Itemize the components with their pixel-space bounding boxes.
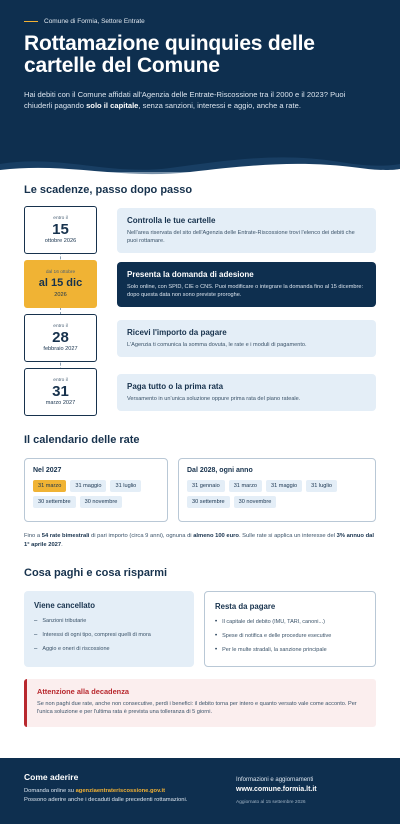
remaining-title: Resta da pagare [215, 602, 276, 611]
footer-left [24, 772, 187, 810]
step-title: Paga tutto o la prima rata [127, 381, 224, 391]
wave-decoration [0, 154, 400, 184]
step-date [24, 314, 97, 362]
step-date [24, 368, 97, 416]
date-chip: 30 novembre [234, 496, 277, 508]
step-title: Ricevi l'importo da pagare [127, 327, 227, 337]
chip-list [187, 480, 367, 508]
footer-updated: Aggiornato al 15 settembre 2026 [236, 800, 306, 805]
footer-line2: Possono aderire anche i decaduti dalle precedenti rottamazioni. [24, 797, 188, 803]
step-card [117, 208, 376, 253]
kicker-text: Comune di Formia, Settore Entrate [44, 18, 145, 25]
date-small: entro il [53, 378, 68, 383]
date-chip: 30 settembre [187, 496, 230, 508]
timeline [24, 206, 376, 416]
step-card [117, 374, 376, 411]
header-banner [0, 0, 400, 172]
calendar-heading: Il calendario delle rate [24, 434, 140, 446]
alert-title: Attenzione alla decadenza [37, 687, 129, 696]
intro-part2: , senza sanzioni, interessi e aggio, anche a rate. [138, 101, 301, 110]
list-item [34, 646, 184, 653]
list-item [215, 647, 365, 654]
chip-list [33, 480, 159, 508]
list-item-text: Per le multe stradali, la sanzione principale [222, 647, 327, 653]
note-bold: almeno 100 euro [193, 533, 239, 539]
timeline-step [24, 368, 376, 416]
note-bold: 54 rate bimestrali [41, 533, 90, 539]
date-chip: 31 maggio [266, 480, 302, 492]
dash-icon: – [34, 632, 38, 638]
bullet-icon: • [215, 647, 218, 653]
step-text: Nell'area riservata del sito dell'Agenzia delle Entrate-Riscossione trovi l'elenco dei debiti che puoi rottamare. [127, 229, 355, 244]
payments-boxes [24, 591, 376, 667]
date-chip: 30 settembre [33, 496, 76, 508]
date-chip: 30 novembre [80, 496, 123, 508]
step-text: L'Agenzia ti comunica la somma dovuta, le rate e i moduli di pagamento. [127, 341, 307, 348]
page-title [24, 33, 376, 77]
rate-note [24, 532, 376, 549]
list-item-text: Spese di notifica e delle procedure esecutive [222, 633, 332, 639]
title-line2: cartelle del Comune [24, 54, 220, 77]
dash-icon: – [34, 646, 38, 652]
step-title: Presenta la domanda di adesione [127, 269, 254, 279]
alert-text: Se non paghi due rate, anche non consecutive, perdi i benefici: il debito torna per intero e quanto versato vale come acconto. Per l'unica soluzione e per l'ultima rata è prevista una tolleranza di 5 giorni. [37, 701, 357, 715]
step-title: Controlla le tue cartelle [127, 215, 216, 225]
note-part: di pari importo (circa 9 anni), ognuna di [89, 533, 194, 539]
footer-website-link[interactable]: www.comune.formia.lt.it [236, 786, 317, 793]
step-text: Solo online, con SPID, CIE o CNS. Puoi modificare o integrare la domanda fino al 15 dicembre: dopo questa data non sono previste proroghe. [127, 283, 363, 298]
date-sub: febbraio 2027 [43, 346, 78, 352]
list-item-text: Sanzioni tributarie [42, 618, 87, 624]
list-item-text: Aggio e oneri di riscossione [42, 646, 110, 652]
step-date [24, 206, 97, 254]
list-item [34, 632, 184, 639]
cancelled-title: Viene cancellato [34, 601, 95, 610]
intro-text [24, 89, 364, 111]
timeline-step [24, 206, 376, 254]
bullet-icon: • [215, 619, 218, 625]
payments-heading: Cosa paghi e cosa risparmi [24, 567, 168, 579]
calendar-section [0, 434, 400, 549]
timeline-section [0, 184, 400, 416]
timeline-step [24, 260, 376, 308]
bullet-icon: • [215, 633, 218, 639]
alert-box [24, 679, 376, 727]
date-chip: 31 marzo [229, 480, 262, 492]
calendar-box-title: Dal 2028, ogni anno [187, 467, 253, 474]
timeline-heading: Le scadenze, passo dopo passo [24, 184, 193, 196]
dash-icon: – [34, 618, 38, 624]
list-item-text: Il capitale del debito (IMU, TARI, canoni...) [222, 619, 325, 625]
cancelled-box [24, 591, 194, 667]
calendar-boxes [24, 458, 376, 522]
list-item [215, 619, 365, 626]
date-big: 15 [52, 221, 69, 238]
payments-section [0, 567, 400, 727]
date-sub: marzo 2027 [45, 400, 76, 406]
date-small: entro il [53, 216, 68, 221]
date-big: 28 [52, 329, 69, 346]
calendar-box-title: Nel 2027 [33, 467, 62, 474]
note-part: . [61, 541, 63, 548]
date-big: 31 [52, 383, 69, 400]
list-item [34, 618, 184, 625]
footer-info-label: Informazioni e aggiornamenti [236, 777, 314, 783]
date-chip: 31 marzo [33, 480, 66, 492]
remaining-box [204, 591, 376, 667]
intro-bold: solo il capitale [86, 101, 139, 110]
calendar-box-2028 [178, 458, 376, 522]
date-small: entro il [53, 324, 68, 329]
calendar-box-2027 [24, 458, 168, 522]
footer-line1: Domanda online su [24, 788, 76, 794]
date-small: dal 16 ottobre [45, 270, 76, 275]
date-big: al 15 dic [38, 277, 83, 289]
note-bold: 3% annuo dal 1° aprile 2027 [24, 533, 374, 548]
step-date [24, 260, 97, 308]
footer [0, 758, 400, 824]
footer-title: Come aderire [24, 772, 79, 782]
footer-text [24, 787, 187, 805]
title-line1: Rottamazione quinquies delle [24, 32, 315, 55]
step-card [117, 262, 376, 307]
kicker [24, 18, 376, 25]
date-chip: 31 gennaio [187, 480, 225, 492]
step-card [117, 320, 376, 357]
note-part: . Sulle rate si applica un interesse del [238, 533, 337, 539]
date-sub: 2026 [54, 292, 67, 298]
date-chip: 31 luglio [306, 480, 337, 492]
date-chip: 31 maggio [70, 480, 106, 492]
kicker-rule [24, 21, 38, 23]
date-chip: 31 luglio [110, 480, 141, 492]
list-item-text: Interessi di ogni tipo, compresi quelli di mora [42, 632, 151, 638]
intro-part1: Hai debiti con il Comune affidati all'Agenzia delle Entrate-Riscossione tra il 2000 e il 2023? Puoi chiuderli pagando [24, 90, 346, 110]
list-item [215, 633, 365, 640]
footer-link[interactable]: agenziaentrateriscossione.gov.it [75, 788, 166, 794]
step-text: Versamento in un'unica soluzione oppure prima rata del piano rateale. [127, 395, 301, 402]
note-part: Fino a [24, 533, 42, 539]
timeline-step [24, 314, 376, 362]
date-sub: ottobre 2026 [44, 238, 77, 244]
footer-right [236, 772, 376, 810]
